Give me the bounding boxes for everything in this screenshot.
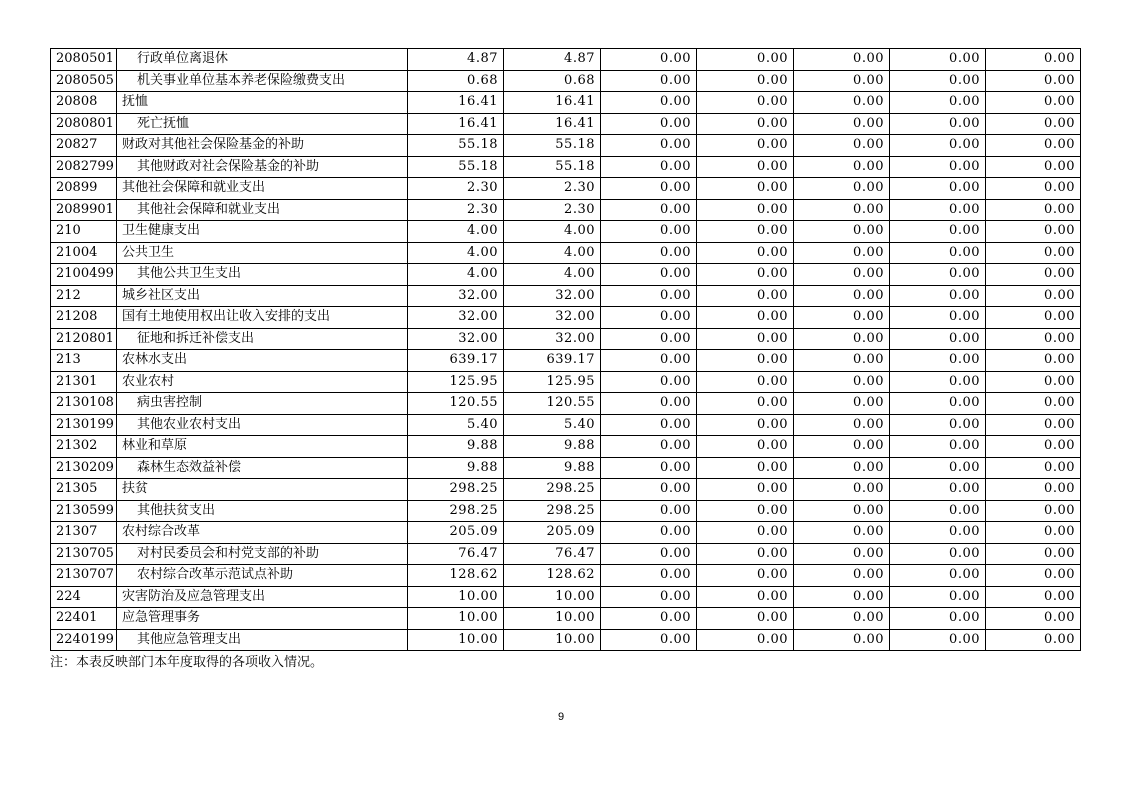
- amount-cell: 0.00: [601, 92, 697, 114]
- amount-cell: 0.00: [986, 178, 1081, 200]
- amount-cell: 10.00: [504, 586, 601, 608]
- amount-cell: 0.00: [986, 522, 1081, 544]
- subject-code-cell: 2240199: [51, 629, 117, 651]
- amount-cell: 32.00: [504, 328, 601, 350]
- amount-cell: 0.00: [794, 479, 890, 501]
- subject-code-cell: 210: [51, 221, 117, 243]
- amount-cell: 0.00: [986, 113, 1081, 135]
- table-row: [51, 371, 1081, 393]
- amount-cell: 0.00: [697, 70, 794, 92]
- table-row: [51, 307, 1081, 329]
- amount-cell: 0.00: [890, 393, 986, 415]
- amount-cell: 32.00: [504, 307, 601, 329]
- table-row: [51, 565, 1081, 587]
- amount-cell: 4.00: [408, 242, 504, 264]
- table-row: [51, 199, 1081, 221]
- amount-cell: 0.00: [601, 457, 697, 479]
- subject-name-cell: 农林水支出: [117, 350, 408, 372]
- amount-cell: 76.47: [504, 543, 601, 565]
- table-row: [51, 49, 1081, 71]
- amount-cell: 298.25: [408, 479, 504, 501]
- subject-name-cell: 农村综合改革: [117, 522, 408, 544]
- amount-cell: 2.30: [504, 199, 601, 221]
- amount-cell: 0.00: [986, 242, 1081, 264]
- table-row: [51, 608, 1081, 630]
- amount-cell: 120.55: [408, 393, 504, 415]
- amount-cell: 0.68: [408, 70, 504, 92]
- amount-cell: 0.00: [986, 49, 1081, 71]
- subject-code-cell: 2130707: [51, 565, 117, 587]
- amount-cell: 0.00: [601, 178, 697, 200]
- subject-code-cell: 2080505: [51, 70, 117, 92]
- subject-name-cell: 机关事业单位基本养老保险缴费支出: [117, 70, 408, 92]
- subject-code-cell: 2089901: [51, 199, 117, 221]
- amount-cell: 0.00: [986, 371, 1081, 393]
- page-number: 9: [557, 711, 565, 723]
- table-row: [51, 350, 1081, 372]
- subject-code-cell: 2080501: [51, 49, 117, 71]
- amount-cell: 0.00: [697, 457, 794, 479]
- amount-cell: 0.00: [986, 436, 1081, 458]
- amount-cell: 5.40: [408, 414, 504, 436]
- amount-cell: 0.00: [890, 586, 986, 608]
- amount-cell: 32.00: [408, 307, 504, 329]
- amount-cell: 0.00: [986, 156, 1081, 178]
- amount-cell: 0.00: [794, 457, 890, 479]
- table-row: [51, 264, 1081, 286]
- amount-cell: 4.00: [408, 264, 504, 286]
- table-row: [51, 393, 1081, 415]
- amount-cell: 0.00: [986, 608, 1081, 630]
- amount-cell: 10.00: [408, 608, 504, 630]
- amount-cell: 0.00: [794, 371, 890, 393]
- amount-cell: 0.00: [697, 264, 794, 286]
- amount-cell: 0.00: [890, 436, 986, 458]
- amount-cell: 298.25: [408, 500, 504, 522]
- amount-cell: 0.00: [986, 264, 1081, 286]
- amount-cell: 0.00: [890, 543, 986, 565]
- amount-cell: 298.25: [504, 500, 601, 522]
- subject-code-cell: 2130108: [51, 393, 117, 415]
- table-row: [51, 221, 1081, 243]
- subject-code-cell: 2130199: [51, 414, 117, 436]
- amount-cell: 0.00: [890, 113, 986, 135]
- amount-cell: 0.00: [890, 414, 986, 436]
- table-row: [51, 92, 1081, 114]
- subject-code-cell: 224: [51, 586, 117, 608]
- table-row: [51, 113, 1081, 135]
- amount-cell: 9.88: [504, 457, 601, 479]
- amount-cell: 0.00: [697, 479, 794, 501]
- amount-cell: 0.00: [986, 307, 1081, 329]
- amount-cell: 4.87: [408, 49, 504, 71]
- amount-cell: 0.00: [890, 457, 986, 479]
- amount-cell: 0.00: [986, 457, 1081, 479]
- amount-cell: 0.00: [794, 586, 890, 608]
- amount-cell: 0.00: [890, 49, 986, 71]
- amount-cell: 0.00: [986, 285, 1081, 307]
- amount-cell: 76.47: [408, 543, 504, 565]
- amount-cell: 10.00: [408, 586, 504, 608]
- amount-cell: 0.00: [697, 92, 794, 114]
- amount-cell: 0.00: [697, 393, 794, 415]
- amount-cell: 0.00: [890, 500, 986, 522]
- amount-cell: 0.00: [890, 371, 986, 393]
- amount-cell: 0.00: [601, 264, 697, 286]
- amount-cell: 205.09: [408, 522, 504, 544]
- amount-cell: 0.00: [697, 221, 794, 243]
- amount-cell: 0.00: [601, 479, 697, 501]
- amount-cell: 0.00: [986, 479, 1081, 501]
- amount-cell: 0.00: [601, 113, 697, 135]
- amount-cell: 0.00: [601, 371, 697, 393]
- table-row: [51, 436, 1081, 458]
- subject-name-cell: 死亡抚恤: [117, 113, 408, 135]
- amount-cell: 0.00: [986, 328, 1081, 350]
- amount-cell: 0.00: [890, 135, 986, 157]
- amount-cell: 639.17: [504, 350, 601, 372]
- amount-cell: 0.00: [794, 135, 890, 157]
- amount-cell: 0.00: [601, 307, 697, 329]
- subject-name-cell: 灾害防治及应急管理支出: [117, 586, 408, 608]
- income-table: [50, 48, 1081, 651]
- amount-cell: 5.40: [504, 414, 601, 436]
- amount-cell: 0.00: [890, 479, 986, 501]
- amount-cell: 0.00: [890, 242, 986, 264]
- subject-code-cell: 21302: [51, 436, 117, 458]
- amount-cell: 32.00: [408, 328, 504, 350]
- subject-name-cell: 对村民委员会和村党支部的补助: [117, 543, 408, 565]
- amount-cell: 0.00: [601, 135, 697, 157]
- amount-cell: 0.00: [890, 178, 986, 200]
- table-row: [51, 285, 1081, 307]
- amount-cell: 0.00: [794, 500, 890, 522]
- amount-cell: 0.00: [601, 70, 697, 92]
- amount-cell: 0.00: [601, 285, 697, 307]
- amount-cell: 0.00: [697, 49, 794, 71]
- amount-cell: 128.62: [408, 565, 504, 587]
- amount-cell: 0.00: [794, 178, 890, 200]
- table-row: [51, 156, 1081, 178]
- amount-cell: 16.41: [504, 92, 601, 114]
- amount-cell: 0.00: [697, 242, 794, 264]
- subject-name-cell: 农村综合改革示范试点补助: [117, 565, 408, 587]
- amount-cell: 0.00: [697, 113, 794, 135]
- subject-code-cell: 2130209: [51, 457, 117, 479]
- amount-cell: 0.00: [601, 543, 697, 565]
- subject-name-cell: 扶贫: [117, 479, 408, 501]
- amount-cell: 0.00: [601, 49, 697, 71]
- table-row: [51, 543, 1081, 565]
- amount-cell: 0.00: [986, 199, 1081, 221]
- amount-cell: 0.00: [697, 156, 794, 178]
- amount-cell: 0.00: [986, 543, 1081, 565]
- amount-cell: 0.00: [697, 629, 794, 651]
- amount-cell: 0.00: [794, 565, 890, 587]
- amount-cell: 0.00: [794, 221, 890, 243]
- subject-name-cell: 其他应急管理支出: [117, 629, 408, 651]
- amount-cell: 0.00: [697, 285, 794, 307]
- amount-cell: 0.00: [697, 586, 794, 608]
- amount-cell: 0.00: [890, 264, 986, 286]
- amount-cell: 0.00: [986, 221, 1081, 243]
- amount-cell: 0.00: [794, 350, 890, 372]
- amount-cell: 125.95: [408, 371, 504, 393]
- amount-cell: 4.87: [504, 49, 601, 71]
- subject-name-cell: 征地和拆迁补偿支出: [117, 328, 408, 350]
- amount-cell: 4.00: [408, 221, 504, 243]
- amount-cell: 0.00: [890, 350, 986, 372]
- subject-code-cell: 212: [51, 285, 117, 307]
- amount-cell: 0.00: [986, 92, 1081, 114]
- amount-cell: 32.00: [504, 285, 601, 307]
- amount-cell: 9.88: [504, 436, 601, 458]
- amount-cell: 0.00: [697, 135, 794, 157]
- subject-name-cell: 国有土地使用权出让收入安排的支出: [117, 307, 408, 329]
- table-row: [51, 522, 1081, 544]
- amount-cell: 16.41: [408, 113, 504, 135]
- amount-cell: 0.00: [794, 629, 890, 651]
- amount-cell: 55.18: [408, 156, 504, 178]
- subject-name-cell: 其他社会保障和就业支出: [117, 178, 408, 200]
- amount-cell: 0.00: [794, 199, 890, 221]
- amount-cell: 0.00: [601, 242, 697, 264]
- subject-code-cell: 2120801: [51, 328, 117, 350]
- amount-cell: 0.00: [601, 565, 697, 587]
- amount-cell: 0.00: [986, 586, 1081, 608]
- subject-code-cell: 20808: [51, 92, 117, 114]
- subject-code-cell: 2080801: [51, 113, 117, 135]
- subject-code-cell: 21208: [51, 307, 117, 329]
- amount-cell: 0.00: [890, 522, 986, 544]
- amount-cell: 0.00: [601, 328, 697, 350]
- subject-name-cell: 其他社会保障和就业支出: [117, 199, 408, 221]
- amount-cell: 0.00: [794, 285, 890, 307]
- table-row: [51, 135, 1081, 157]
- amount-cell: 0.00: [601, 156, 697, 178]
- table-row: [51, 328, 1081, 350]
- amount-cell: 0.00: [986, 70, 1081, 92]
- amount-cell: 298.25: [504, 479, 601, 501]
- amount-cell: 0.00: [986, 500, 1081, 522]
- amount-cell: 0.00: [601, 629, 697, 651]
- amount-cell: 0.00: [986, 629, 1081, 651]
- amount-cell: 0.00: [890, 307, 986, 329]
- amount-cell: 0.00: [890, 565, 986, 587]
- amount-cell: 0.00: [890, 221, 986, 243]
- amount-cell: 0.00: [601, 500, 697, 522]
- amount-cell: 0.00: [794, 608, 890, 630]
- table-row: [51, 629, 1081, 651]
- subject-name-cell: 抚恤: [117, 92, 408, 114]
- amount-cell: 0.00: [601, 436, 697, 458]
- subject-name-cell: 其他公共卫生支出: [117, 264, 408, 286]
- amount-cell: 4.00: [504, 242, 601, 264]
- amount-cell: 0.00: [601, 586, 697, 608]
- subject-code-cell: 2082799: [51, 156, 117, 178]
- amount-cell: 0.00: [697, 436, 794, 458]
- amount-cell: 0.00: [601, 221, 697, 243]
- amount-cell: 10.00: [504, 608, 601, 630]
- amount-cell: 10.00: [408, 629, 504, 651]
- amount-cell: 0.00: [697, 565, 794, 587]
- amount-cell: 0.00: [697, 414, 794, 436]
- amount-cell: 0.00: [986, 565, 1081, 587]
- amount-cell: 0.00: [794, 264, 890, 286]
- table-row: [51, 457, 1081, 479]
- amount-cell: 10.00: [504, 629, 601, 651]
- amount-cell: 0.00: [697, 371, 794, 393]
- amount-cell: 2.30: [504, 178, 601, 200]
- subject-name-cell: 公共卫生: [117, 242, 408, 264]
- amount-cell: 0.00: [697, 522, 794, 544]
- amount-cell: 0.00: [794, 436, 890, 458]
- amount-cell: 0.00: [697, 178, 794, 200]
- amount-cell: 0.00: [601, 608, 697, 630]
- table-row: [51, 500, 1081, 522]
- amount-cell: 55.18: [408, 135, 504, 157]
- amount-cell: 0.00: [890, 199, 986, 221]
- amount-cell: 2.30: [408, 199, 504, 221]
- subject-code-cell: 21301: [51, 371, 117, 393]
- subject-code-cell: 21305: [51, 479, 117, 501]
- subject-name-cell: 财政对其他社会保险基金的补助: [117, 135, 408, 157]
- amount-cell: 0.00: [794, 393, 890, 415]
- amount-cell: 0.00: [794, 543, 890, 565]
- subject-code-cell: 21004: [51, 242, 117, 264]
- subject-name-cell: 其他扶贫支出: [117, 500, 408, 522]
- amount-cell: 0.00: [601, 414, 697, 436]
- subject-code-cell: 2100499: [51, 264, 117, 286]
- amount-cell: 55.18: [504, 156, 601, 178]
- amount-cell: 0.00: [794, 522, 890, 544]
- amount-cell: 0.00: [601, 393, 697, 415]
- subject-name-cell: 其他财政对社会保险基金的补助: [117, 156, 408, 178]
- subject-code-cell: 21307: [51, 522, 117, 544]
- amount-cell: 9.88: [408, 436, 504, 458]
- amount-cell: 0.00: [794, 70, 890, 92]
- table-row: [51, 242, 1081, 264]
- amount-cell: 0.00: [794, 414, 890, 436]
- amount-cell: 16.41: [504, 113, 601, 135]
- amount-cell: 32.00: [408, 285, 504, 307]
- amount-cell: 16.41: [408, 92, 504, 114]
- table-row: [51, 586, 1081, 608]
- amount-cell: 205.09: [504, 522, 601, 544]
- amount-cell: 0.00: [890, 92, 986, 114]
- subject-name-cell: 行政单位离退休: [117, 49, 408, 71]
- amount-cell: 9.88: [408, 457, 504, 479]
- amount-cell: 0.00: [794, 156, 890, 178]
- amount-cell: 55.18: [504, 135, 601, 157]
- amount-cell: 0.00: [794, 328, 890, 350]
- subject-code-cell: 22401: [51, 608, 117, 630]
- subject-name-cell: 卫生健康支出: [117, 221, 408, 243]
- amount-cell: 0.00: [697, 350, 794, 372]
- subject-code-cell: 20899: [51, 178, 117, 200]
- amount-cell: 0.00: [794, 113, 890, 135]
- table-body: [51, 49, 1081, 651]
- subject-name-cell: 应急管理事务: [117, 608, 408, 630]
- amount-cell: 0.68: [504, 70, 601, 92]
- table-row: [51, 414, 1081, 436]
- amount-cell: 0.00: [890, 328, 986, 350]
- subject-code-cell: 2130599: [51, 500, 117, 522]
- table-row: [51, 70, 1081, 92]
- amount-cell: 4.00: [504, 264, 601, 286]
- amount-cell: 639.17: [408, 350, 504, 372]
- amount-cell: 0.00: [890, 285, 986, 307]
- subject-name-cell: 病虫害控制: [117, 393, 408, 415]
- table-note: 注：本表反映部门本年度取得的各项收入情况。: [50, 655, 324, 670]
- subject-name-cell: 森林生态效益补偿: [117, 457, 408, 479]
- amount-cell: 0.00: [697, 500, 794, 522]
- subject-name-cell: 农业农村: [117, 371, 408, 393]
- amount-cell: 0.00: [794, 242, 890, 264]
- amount-cell: 0.00: [601, 350, 697, 372]
- amount-cell: 120.55: [504, 393, 601, 415]
- subject-code-cell: 213: [51, 350, 117, 372]
- amount-cell: 0.00: [697, 543, 794, 565]
- amount-cell: 0.00: [890, 629, 986, 651]
- subject-code-cell: 20827: [51, 135, 117, 157]
- amount-cell: 0.00: [697, 608, 794, 630]
- amount-cell: 0.00: [601, 522, 697, 544]
- amount-cell: 0.00: [986, 414, 1081, 436]
- amount-cell: 0.00: [794, 92, 890, 114]
- subject-name-cell: 其他农业农村支出: [117, 414, 408, 436]
- amount-cell: 0.00: [890, 156, 986, 178]
- amount-cell: 125.95: [504, 371, 601, 393]
- amount-cell: 0.00: [794, 307, 890, 329]
- amount-cell: 128.62: [504, 565, 601, 587]
- amount-cell: 0.00: [890, 70, 986, 92]
- subject-name-cell: 林业和草原: [117, 436, 408, 458]
- amount-cell: 0.00: [697, 199, 794, 221]
- amount-cell: 2.30: [408, 178, 504, 200]
- amount-cell: 0.00: [986, 393, 1081, 415]
- amount-cell: 0.00: [986, 135, 1081, 157]
- amount-cell: 0.00: [697, 307, 794, 329]
- amount-cell: 4.00: [504, 221, 601, 243]
- amount-cell: 0.00: [697, 328, 794, 350]
- table-row: [51, 479, 1081, 501]
- amount-cell: 0.00: [794, 49, 890, 71]
- subject-code-cell: 2130705: [51, 543, 117, 565]
- amount-cell: 0.00: [986, 350, 1081, 372]
- subject-name-cell: 城乡社区支出: [117, 285, 408, 307]
- table-row: [51, 178, 1081, 200]
- amount-cell: 0.00: [890, 608, 986, 630]
- amount-cell: 0.00: [601, 199, 697, 221]
